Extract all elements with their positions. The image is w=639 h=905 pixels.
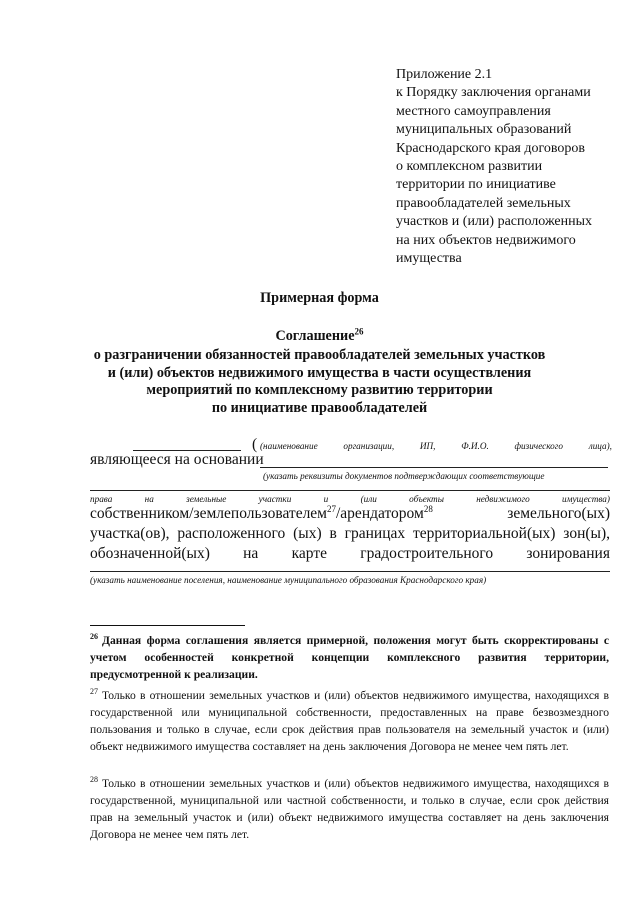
hint-word: недвижимого xyxy=(476,494,530,504)
footnote-26 xyxy=(90,632,609,683)
hint-word: участки xyxy=(258,494,292,504)
appendix-line: о комплексном развитии xyxy=(396,159,543,175)
hint-word: земельные xyxy=(186,494,227,504)
rights-blank[interactable] xyxy=(90,490,610,491)
footnote-mark: 26 xyxy=(90,632,98,642)
footnote-ref-28: 28 xyxy=(423,503,433,514)
footnote-mark: 28 xyxy=(90,775,98,785)
hint-word: права xyxy=(90,494,113,504)
hint-rights xyxy=(90,494,610,504)
footnote-27 xyxy=(90,687,609,755)
settlement-blank[interactable] xyxy=(90,571,610,572)
hint-documents: (указать реквизиты документов подтверждающих соответствующие xyxy=(263,471,545,481)
hint-word: на xyxy=(144,494,154,504)
title-line: мероприятий по комплексному развитию территории xyxy=(146,382,493,398)
hint-word: объекты xyxy=(409,494,444,504)
tenant-role-text: /арендатором xyxy=(336,505,424,522)
hint-party-name xyxy=(260,441,612,451)
footnote-text: Только в отношении земельных участков и (или) объектов недвижимого имущества, находящихся в государственной, муниципальной или частной собственности, и только в случае, если срок действия прав на земельный участок и (или) объект недвижимого имущества составляет на день заключения Договора не менее чем пять лет. xyxy=(90,777,609,841)
form-label: Примерная форма xyxy=(260,290,379,306)
appendix-line: к Порядку заключения органами xyxy=(396,85,591,101)
footnote-mark: 27 xyxy=(90,687,98,697)
title-line: и (или) объектов недвижимого имущества в части осуществления xyxy=(107,365,532,381)
appendix-line: территории по инициативе xyxy=(396,177,556,193)
appendix-line: Краснодарского края договоров xyxy=(396,140,585,156)
agreement-title-word: Соглашение xyxy=(275,328,355,344)
hint-word: Ф.И.О. xyxy=(461,441,489,451)
title-line: по инициативе правообладателей xyxy=(211,400,428,416)
footnote-28 xyxy=(90,775,609,843)
hint-word: (наименование xyxy=(260,441,318,451)
acting-on-label: являющееся на основании xyxy=(90,451,264,468)
map-word: обозначенной(ых) xyxy=(90,545,210,562)
footnote-ref-26: 26 xyxy=(354,326,364,337)
hint-word: и xyxy=(323,494,329,504)
map-line xyxy=(90,545,610,563)
title-line: о разграничении обязанностей правообладателей земельных участков xyxy=(93,347,546,363)
appendix-line: имущества xyxy=(396,251,462,267)
map-word: зонирования xyxy=(526,545,610,562)
footnote-ref-27: 27 xyxy=(327,503,336,514)
appendix-line: на них объектов недвижимого xyxy=(396,232,576,248)
owner-line xyxy=(90,505,610,523)
appendix-line: участков и (или) расположенных xyxy=(396,214,593,230)
appendix-block xyxy=(396,66,628,268)
hint-word: ИП, xyxy=(419,441,436,451)
appendix-line: муниципальных образований xyxy=(396,122,572,138)
hint-word: имущества) xyxy=(562,494,610,504)
hint-word: (или xyxy=(360,494,377,504)
land-plot-text: земельного(ых) xyxy=(507,505,610,522)
appendix-line: правообладателей земельных xyxy=(396,195,571,211)
map-word: на xyxy=(243,545,259,562)
hint-word: лица), xyxy=(588,441,612,451)
footnote-text: Данная форма соглашения является примерной, положения могут быть скорректированы с учетом особенностей конкретной концепции комплексного развития территории, предусмотренной к реализации. xyxy=(90,634,609,681)
footnote-separator xyxy=(90,625,245,626)
appendix-line: местного самоуправления xyxy=(396,103,551,119)
footnote-text: Только в отношении земельных участков и (или) объектов недвижимого имущества, находящихся в государственной или муниципальной собственности, предоставленных на праве безвозмездного пользования и только в случае, если срок действия прав пользователя на земельный участок и (или) объект недвижимого имущества составляет на день заключения Договора не менее чем пять лет. xyxy=(90,689,609,753)
map-word: карте xyxy=(291,545,327,562)
hint-word: физического xyxy=(514,441,563,451)
map-word: градостроительного xyxy=(360,545,494,562)
appendix-line: Приложение 2.1 xyxy=(396,67,493,82)
hint-word: организации, xyxy=(343,441,395,451)
basis-documents-blank[interactable] xyxy=(260,467,608,468)
owner-roles xyxy=(90,505,433,523)
hint-settlement: (указать наименование поселения, наименование муниципального образования Краснодарского края) xyxy=(90,575,487,585)
agreement-title xyxy=(0,328,639,345)
plot-line: участка(ов), расположенного (ых) в границах территориальной(ых) зон(ы), xyxy=(90,525,610,542)
owner-role-text: собственником/землепользователем xyxy=(90,505,327,522)
open-paren: ( xyxy=(252,436,258,453)
